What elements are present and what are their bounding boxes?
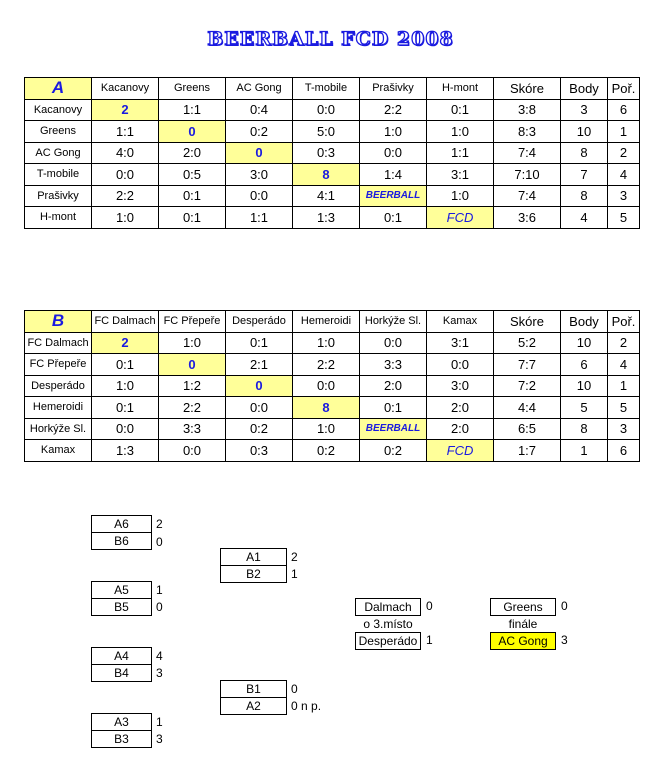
body-cell: 6 <box>561 354 608 376</box>
score-cell: 1:3 <box>293 207 360 229</box>
skore-cell: 7:7 <box>494 354 561 376</box>
match-score: 2 <box>156 517 163 531</box>
score-cell: 1:0 <box>92 375 159 397</box>
score-cell: 5:0 <box>293 121 360 143</box>
team-name: FC Přepeře <box>25 354 92 376</box>
team-name: Kamax <box>25 440 92 462</box>
match-a6-b6 <box>91 515 152 550</box>
rank-cell: 5 <box>608 207 640 229</box>
score-cell: 0:4 <box>226 99 293 121</box>
bracket-slot: A6 <box>114 517 129 531</box>
rank-cell: 4 <box>608 164 640 186</box>
column-header: Skóre <box>494 311 561 333</box>
table-row <box>25 332 640 354</box>
table-row <box>25 418 640 440</box>
skore-cell: 7:4 <box>494 185 561 207</box>
body-cell: 4 <box>561 207 608 229</box>
score-cell: 0:3 <box>293 142 360 164</box>
bracket-slot: B2 <box>221 565 286 582</box>
table-row <box>25 121 640 143</box>
score-cell: 0:2 <box>226 121 293 143</box>
skore-cell: 5:2 <box>494 332 561 354</box>
body-cell: 8 <box>561 185 608 207</box>
table-row <box>25 164 640 186</box>
score-cell: 0:0 <box>360 142 427 164</box>
match-a5-b5 <box>91 581 152 616</box>
score-cell: 3:3 <box>360 354 427 376</box>
score-cell: 1:1 <box>226 207 293 229</box>
group-a-table <box>24 77 640 229</box>
fcd-mark: FCD <box>427 440 494 462</box>
table-row <box>25 185 640 207</box>
group-b-table <box>24 310 640 462</box>
score-cell: 0:2 <box>293 440 360 462</box>
score-cell: 0:1 <box>226 332 293 354</box>
winner-slot: AC Gong <box>490 632 556 650</box>
score-cell: 2:2 <box>159 397 226 419</box>
group-letter: A <box>25 78 92 100</box>
match-score: 3 <box>561 633 568 647</box>
rank-cell: 2 <box>608 142 640 164</box>
group-letter: B <box>25 311 92 333</box>
table-row <box>25 354 640 376</box>
score-cell: 1:0 <box>159 332 226 354</box>
score-cell: 2:1 <box>226 354 293 376</box>
column-header: Greens <box>159 78 226 100</box>
match-score: 0 <box>291 682 298 696</box>
skore-cell: 4:4 <box>494 397 561 419</box>
score-cell: 1:1 <box>159 99 226 121</box>
rank-cell: 3 <box>608 185 640 207</box>
score-cell: 0:0 <box>427 354 494 376</box>
match-score: 1 <box>156 583 163 597</box>
self-match-cell: 0 <box>159 121 226 143</box>
score-cell: 0:1 <box>360 397 427 419</box>
bracket-slot: A3 <box>114 715 129 729</box>
table-row <box>25 142 640 164</box>
table-row <box>25 207 640 229</box>
bracket-slot: A5 <box>114 583 129 597</box>
bracket-slot: Greens <box>490 598 556 616</box>
team-name: H-mont <box>25 207 92 229</box>
score-cell: 2:0 <box>360 375 427 397</box>
score-cell: 1:1 <box>92 121 159 143</box>
score-cell: 0:0 <box>92 418 159 440</box>
team-name: AC Gong <box>25 142 92 164</box>
match-score: 1 <box>291 567 298 581</box>
rank-cell: 5 <box>608 397 640 419</box>
self-match-cell: 8 <box>293 397 360 419</box>
skore-cell: 7:4 <box>494 142 561 164</box>
table-row <box>25 397 640 419</box>
bracket-slot: B5 <box>92 598 151 615</box>
rank-cell: 1 <box>608 121 640 143</box>
match-score: 4 <box>156 649 163 663</box>
match-a3-b3 <box>91 713 152 748</box>
match-score: 3 <box>156 666 163 680</box>
score-cell: 1:0 <box>427 185 494 207</box>
score-cell: 0:1 <box>92 354 159 376</box>
self-match-cell: 0 <box>159 354 226 376</box>
score-cell: 3:0 <box>427 375 494 397</box>
skore-cell: 3:8 <box>494 99 561 121</box>
skore-cell: 6:5 <box>494 418 561 440</box>
body-cell: 10 <box>561 375 608 397</box>
team-name: Horkýže Sl. <box>25 418 92 440</box>
score-cell: 3:1 <box>427 332 494 354</box>
body-cell: 8 <box>561 142 608 164</box>
column-header: Kacanovy <box>92 78 159 100</box>
score-cell: 1:0 <box>92 207 159 229</box>
score-cell: 2:2 <box>360 99 427 121</box>
match-score: 3 <box>156 732 163 746</box>
match-score: 0 <box>156 600 163 614</box>
column-header: Horkýže Sl. <box>360 311 427 333</box>
match-score: 0 <box>561 599 568 613</box>
bracket-slot: B4 <box>92 664 151 681</box>
body-cell: 10 <box>561 121 608 143</box>
body-cell: 5 <box>561 397 608 419</box>
final-label: finále <box>508 617 538 631</box>
third-place-match <box>355 598 421 650</box>
score-cell: 1:0 <box>427 121 494 143</box>
score-cell: 4:0 <box>92 142 159 164</box>
skore-cell: 7:2 <box>494 375 561 397</box>
rank-cell: 3 <box>608 418 640 440</box>
score-cell: 0:0 <box>293 99 360 121</box>
page-title: BEERBALL FCD 2008 <box>207 28 454 50</box>
column-header: T-mobile <box>293 78 360 100</box>
beerball-mark: BEERBALL <box>360 418 427 440</box>
match-score: 2 <box>291 550 298 564</box>
column-header: H-mont <box>427 78 494 100</box>
rank-cell: 2 <box>608 332 640 354</box>
skore-cell: 3:6 <box>494 207 561 229</box>
score-cell: 0:2 <box>360 440 427 462</box>
rank-cell: 1 <box>608 375 640 397</box>
bracket-slot: Desperádo <box>355 632 421 650</box>
match-score: 0 <box>156 535 163 549</box>
column-header: Body <box>561 78 608 100</box>
rank-cell: 6 <box>608 99 640 121</box>
column-header: Kamax <box>427 311 494 333</box>
fcd-mark: FCD <box>427 207 494 229</box>
body-cell: 7 <box>561 164 608 186</box>
self-match-cell: 0 <box>226 142 293 164</box>
table-row <box>25 99 640 121</box>
score-cell: 2:0 <box>159 142 226 164</box>
skore-cell: 8:3 <box>494 121 561 143</box>
team-name: Hemeroidi <box>25 397 92 419</box>
score-cell: 3:1 <box>427 164 494 186</box>
rank-cell: 4 <box>608 354 640 376</box>
score-cell: 2:2 <box>92 185 159 207</box>
bracket-slot: A1 <box>246 550 261 564</box>
match-score: 0 <box>426 599 433 613</box>
score-cell: 0:1 <box>427 99 494 121</box>
column-header: Body <box>561 311 608 333</box>
body-cell: 3 <box>561 99 608 121</box>
score-cell: 1:0 <box>360 121 427 143</box>
score-cell: 2:0 <box>427 418 494 440</box>
score-cell: 1:0 <box>293 418 360 440</box>
score-cell: 0:2 <box>226 418 293 440</box>
match-score: 0 n p. <box>291 699 322 713</box>
skore-cell: 1:7 <box>494 440 561 462</box>
score-cell: 0:0 <box>226 397 293 419</box>
body-cell: 10 <box>561 332 608 354</box>
bracket-slot: Dalmach <box>355 598 421 616</box>
score-cell: 2:2 <box>293 354 360 376</box>
rank-cell: 6 <box>608 440 640 462</box>
score-cell: 0:3 <box>226 440 293 462</box>
score-cell: 3:0 <box>226 164 293 186</box>
score-cell: 1:1 <box>427 142 494 164</box>
score-cell: 0:1 <box>159 207 226 229</box>
self-match-cell: 2 <box>92 332 159 354</box>
body-cell: 8 <box>561 418 608 440</box>
match-score: 1 <box>426 633 433 647</box>
table-row <box>25 440 640 462</box>
bracket-slot: B1 <box>246 682 261 696</box>
score-cell: 2:0 <box>427 397 494 419</box>
table-header-row <box>25 78 640 100</box>
column-header: Hemeroidi <box>293 311 360 333</box>
score-cell: 1:2 <box>159 375 226 397</box>
self-match-cell: 2 <box>92 99 159 121</box>
column-header: Poř. <box>608 311 640 333</box>
score-cell: 0:1 <box>159 185 226 207</box>
score-cell: 0:5 <box>159 164 226 186</box>
column-header: FC Přepeře <box>159 311 226 333</box>
score-cell: 1:0 <box>293 332 360 354</box>
score-cell: 1:3 <box>92 440 159 462</box>
column-header: AC Gong <box>226 78 293 100</box>
skore-cell: 7:10 <box>494 164 561 186</box>
score-cell: 4:1 <box>293 185 360 207</box>
column-header: Prašivky <box>360 78 427 100</box>
match-b1-a2 <box>220 680 287 715</box>
column-header: Poř. <box>608 78 640 100</box>
match-a1-b2 <box>220 548 287 583</box>
column-header: Skóre <box>494 78 561 100</box>
beerball-mark: BEERBALL <box>360 185 427 207</box>
table-header-row <box>25 311 640 333</box>
column-header: FC Dalmach <box>92 311 159 333</box>
team-name: Prašivky <box>25 185 92 207</box>
third-place-label: o 3.místo <box>363 617 413 631</box>
score-cell: 0:0 <box>226 185 293 207</box>
match-score: 1 <box>156 715 163 729</box>
final-match <box>490 598 556 650</box>
bracket-slot: B6 <box>92 532 151 549</box>
body-cell: 1 <box>561 440 608 462</box>
score-cell: 0:0 <box>159 440 226 462</box>
score-cell: 3:3 <box>159 418 226 440</box>
score-cell: 0:0 <box>92 164 159 186</box>
column-header: Desperádo <box>226 311 293 333</box>
self-match-cell: 8 <box>293 164 360 186</box>
bracket-slot: B3 <box>92 730 151 747</box>
team-name: Greens <box>25 121 92 143</box>
team-name: Kacanovy <box>25 99 92 121</box>
score-cell: 0:0 <box>293 375 360 397</box>
score-cell: 0:1 <box>92 397 159 419</box>
score-cell: 0:1 <box>360 207 427 229</box>
team-name: Desperádo <box>25 375 92 397</box>
bracket-slot: A4 <box>114 649 129 663</box>
team-name: T-mobile <box>25 164 92 186</box>
match-a4-b4 <box>91 647 152 682</box>
score-cell: 0:0 <box>360 332 427 354</box>
team-name: FC Dalmach <box>25 332 92 354</box>
bracket-slot: A2 <box>221 697 286 714</box>
table-row <box>25 375 640 397</box>
self-match-cell: 0 <box>226 375 293 397</box>
score-cell: 1:4 <box>360 164 427 186</box>
